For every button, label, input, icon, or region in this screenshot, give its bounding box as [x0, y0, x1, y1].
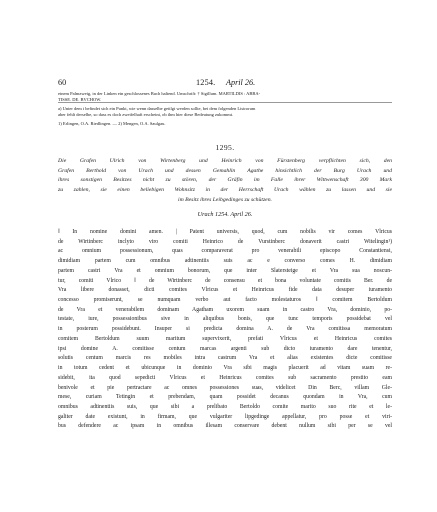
body-line: sidebit, ita quod sepedicti Vlricus et Heinricus comites sub sacramento prestito eam: [58, 374, 392, 381]
body-line: galiter date existunt, in firmam, que vulgariter lipgedinge appellatur, pro posse et viri-: [58, 413, 392, 420]
footnote-textual-note: [58, 106, 392, 118]
document-number: 1295.: [215, 143, 235, 152]
regest-line: ihres sonstigen Besitzes nicht zu stören, der Gräfin im Falle ihrer Wittwenschaft 300 Mark: [58, 177, 392, 184]
body-line: in totum cedent et ubicunque in dominio Vra sibi magis placuerit ad vitam suam re-: [58, 365, 392, 372]
body-line: Vra libere donasset, dicti comites Vlricus et Heinricus fide data desuper iuramento: [58, 287, 392, 294]
body-line: concesso promiserunt, se numquam verbo aut facto molestaturos ‖ comitem Bertoldum: [58, 297, 392, 304]
dateline: Urach 1254. April 26.: [197, 211, 253, 218]
body-line: comitem Bertoldum suum maritum supervixerit, prefati Vlricus et Heinricus comites: [58, 335, 392, 342]
footnote-line: a) Unter dem i befindet sich ein Punkt, wie wenn dasselbe getilgt werden sollte, bei dem folgenden Listrorum: [58, 106, 256, 111]
body-line: mese, curiam Tetingin et prebendam, quam possidet decanus quondam in Vra, cum: [58, 394, 392, 401]
header-date: April 26.: [226, 78, 256, 87]
running-header: [58, 78, 392, 90]
body-line: in posterum possidebunt. Insuper si predicta domina A. de Vra comitissa memoratum: [58, 326, 392, 333]
body-line: omnibus adtinentiis suis, que sibi a prelibato Bertoldo comite marito suo rite et le-: [58, 403, 392, 410]
body-line: dimidiam partem cum omnibus adtinentiis suis ac e converso comes H. dimidiam: [58, 258, 392, 265]
regest-line: im Besitz ihres Leibgedinges zu schützen.: [178, 196, 272, 203]
footnote-line: aber fehlt derselbe, so dass es doch zweifelhaft erscheint, ob ihm hier diese Bedeutung zukommt.: [58, 112, 234, 118]
body-line: de Vra et venerabilem dominam Agatham uxorem suam in castro Vra, dominio, po-: [58, 306, 392, 313]
regest-line: zu zahlen, sie einen beliebigen Wohnsitz in der Herrschaft Urach wählen zu lassen und sie: [58, 187, 392, 194]
body-line: bus defendere ac ipsam in omnibus illesam conservare debent nullum sibi per se vel: [58, 423, 392, 430]
body-line: partem castri Vra et omnium bonorum, que inter Slatersteige et Vra sua noscun-: [58, 267, 392, 274]
body-line: de Wirtinberc inclyto viro comiti Heinrico de Vurstinberc donaverit castri Witelingin¹): [58, 238, 392, 245]
footnote-place-names: [58, 121, 392, 127]
footnote-line: einem Palmzweig, in der Linken ein geschlossenes Buch haltend. Umschrift: † Sigillum. MARTILDIS : ABBA-: [58, 91, 261, 96]
regest-summary: [58, 157, 392, 206]
body-line: ipsi domine A. comitisse centum marcas argenti sub dicto iuramento dare tenentur,: [58, 345, 392, 352]
page-number: 60: [58, 78, 67, 87]
charter-text: [58, 228, 392, 432]
regest-line: Die Grafen Ulrich von Wirtenberg und Heinrich von Fürstenberg verpflichten sich, den: [58, 158, 392, 164]
regest-line: Grafen Berthold von Urach und dessen Gemahlin Agathe hinsichtlich der Burg Urach und: [58, 167, 392, 174]
body-line: benivole et pie pertractare ac omnes possessiones suas, videlicet Din Berc, villam Gle-: [58, 384, 392, 391]
body-line: ‖ In nomine domini amen. | Patent universis, quod, cum nobilis vir comes Vlricus: [58, 229, 392, 235]
body-line: ac omnium possessionum, quas comparaverat pro venerabili episcopo Constantiensi,: [58, 248, 392, 255]
body-line: solutis centum marcis res mobiles intra castrum Vra et alias existentes dicte comitisse: [58, 355, 392, 362]
footnote-separator: [58, 102, 392, 103]
body-line: tur, comiti Vlrico ‖ de Wirtinberc de consensu et bona voluntate comitis Ber. de: [58, 277, 392, 284]
body-line: testate, iure, possessionibus sive in aliquibus bonis, que tunc temporis possidebat vel: [58, 316, 392, 323]
header-year: 1254.: [196, 78, 216, 87]
footnote-line: TISSE. DE. BVCHOW.: [58, 97, 102, 103]
footnote-line: 1) Erlingen, O.A. Riedlingen. — 2) Mengen, O.A. Saulgau.: [58, 121, 166, 126]
